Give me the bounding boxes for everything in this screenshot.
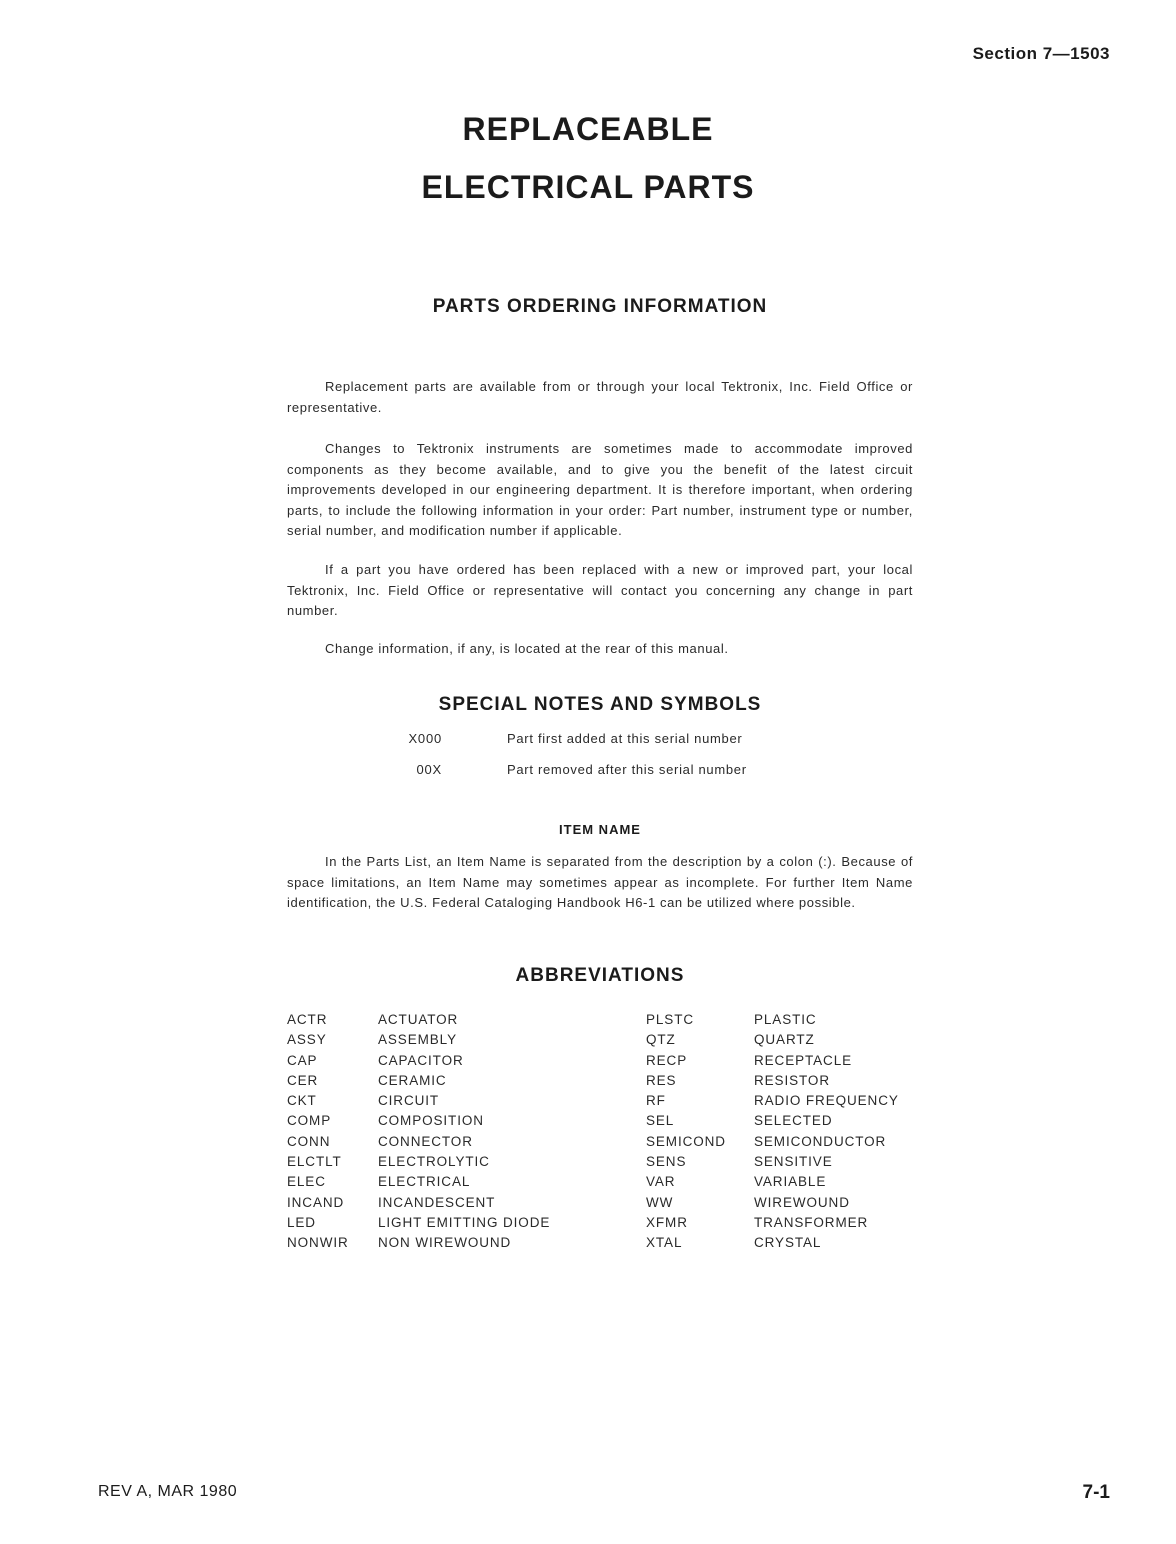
abbreviation-meaning: RECEPTACLE xyxy=(754,1052,853,1068)
abbreviation-code: QTZ xyxy=(646,1032,676,1048)
abbreviation-code: SENS xyxy=(646,1154,687,1170)
note-description: Part removed after this serial number xyxy=(507,762,747,777)
abbreviation-code: NONWIR xyxy=(287,1235,349,1251)
abbreviation-row xyxy=(287,1172,899,1192)
abbreviation-meaning: PLASTIC xyxy=(754,1012,817,1027)
note-code: X000 xyxy=(408,731,442,746)
abbreviation-meaning: QUARTZ xyxy=(754,1032,815,1048)
revision-label: REV A, MAR 1980 xyxy=(98,1483,238,1500)
abbreviation-meaning: NON WIREWOUND xyxy=(378,1235,512,1251)
page-title xyxy=(0,100,1176,216)
abbreviation-meaning: CAPACITOR xyxy=(378,1052,464,1068)
abbreviation-code: CER xyxy=(287,1072,319,1088)
abbreviation-code: ELEC xyxy=(287,1174,326,1190)
abbreviation-code: XTAL xyxy=(646,1235,683,1251)
ordering-paragraph-3: If a part you have ordered has been replaced with a new or improved part, your local Tektronix, Inc. Field Office or representative will contact you concerning any change in part number. xyxy=(287,562,913,618)
abbreviation-code: COMP xyxy=(287,1113,332,1129)
section-label: Section 7—1503 xyxy=(972,44,1110,63)
abbreviation-meaning: CERAMIC xyxy=(378,1072,447,1088)
abbreviation-meaning: SENSITIVE xyxy=(754,1154,833,1170)
abbreviation-row xyxy=(287,1193,899,1213)
abbreviation-meaning: INCANDESCENT xyxy=(378,1194,496,1210)
abbreviation-code: XFMR xyxy=(646,1214,688,1230)
abbreviation-code: RES xyxy=(646,1072,677,1088)
abbreviation-code: ACTR xyxy=(287,1012,328,1027)
abbreviation-meaning: ELECTROLYTIC xyxy=(378,1154,490,1170)
item-name-heading: ITEM NAME xyxy=(559,822,641,837)
abbreviation-meaning: CRYSTAL xyxy=(754,1235,822,1251)
abbreviation-meaning: ASSEMBLY xyxy=(378,1032,457,1048)
ordering-heading: PARTS ORDERING INFORMATION xyxy=(432,296,768,317)
note-description: Part first added at this serial number xyxy=(507,731,743,746)
abbreviation-code: SEMICOND xyxy=(646,1133,726,1149)
abbreviation-row xyxy=(287,1030,899,1050)
abbreviation-code: SEL xyxy=(646,1113,675,1129)
title-line-1: REPLACEABLE xyxy=(462,111,714,147)
abbreviation-meaning: RESISTOR xyxy=(754,1072,830,1088)
abbreviation-code: ASSY xyxy=(287,1032,327,1048)
abbreviation-meaning: CIRCUIT xyxy=(378,1093,440,1109)
abbreviation-row xyxy=(287,1152,899,1172)
abbreviation-code: CAP xyxy=(287,1052,318,1068)
abbreviation-meaning: LIGHT EMITTING DIODE xyxy=(378,1214,551,1230)
abbreviation-code: PLSTC xyxy=(646,1012,695,1027)
page-number: 7-1 xyxy=(1082,1482,1110,1503)
item-name-paragraph: In the Parts List, an Item Name is separated from the description by a colon (:). Because of space limitations, an Item Name may sometimes appear as incomplete. For further Item Name identification, the U.S. Federal Cataloging Handbook H6-1 can be utilized where possible. xyxy=(287,854,913,910)
abbreviation-row xyxy=(287,1233,899,1253)
abbreviation-row xyxy=(287,1132,899,1152)
abbreviation-row xyxy=(287,1091,899,1111)
abbreviation-code: CKT xyxy=(287,1093,317,1109)
abbreviation-meaning: RADIO FREQUENCY xyxy=(754,1093,899,1109)
ordering-paragraph-1: Replacement parts are available from or through your local Tektronix, Inc. Field Office or representative. xyxy=(287,379,913,415)
abbreviation-code: CONN xyxy=(287,1133,331,1149)
abbreviation-meaning: SELECTED xyxy=(754,1113,833,1129)
abbreviation-code: RECP xyxy=(646,1052,688,1068)
special-notes-heading: SPECIAL NOTES AND SYMBOLS xyxy=(438,694,762,715)
abbreviation-row xyxy=(287,1010,899,1030)
abbreviation-meaning: VARIABLE xyxy=(754,1174,827,1190)
abbreviation-code: ELCTLT xyxy=(287,1154,342,1170)
note-code: 00X xyxy=(416,762,442,777)
abbreviation-row xyxy=(287,1213,899,1233)
abbreviation-meaning: CONNECTOR xyxy=(378,1133,473,1149)
title-line-2: ELECTRICAL PARTS xyxy=(421,169,755,205)
abbreviation-code: RF xyxy=(646,1093,666,1109)
abbreviation-row xyxy=(287,1111,899,1131)
abbreviation-meaning: ACTUATOR xyxy=(378,1012,459,1027)
abbreviation-code: LED xyxy=(287,1214,316,1230)
ordering-paragraph-2: Changes to Tektronix instruments are sometimes made to accommodate improved components as they become available, and to give you the benefit of the latest circuit improvements developed in our engineering department. It is therefore important, when ordering parts, to include the following information in your order: Part number, instrument type or number, serial number, and modification number if applicable. xyxy=(287,441,913,538)
abbreviation-meaning: ELECTRICAL xyxy=(378,1174,471,1190)
abbreviation-code: VAR xyxy=(646,1174,676,1190)
abbreviation-meaning: TRANSFORMER xyxy=(754,1214,869,1230)
abbreviations-heading: ABBREVIATIONS xyxy=(515,965,685,986)
abbreviation-code: WW xyxy=(646,1194,674,1210)
abbreviation-row xyxy=(287,1051,899,1071)
abbreviation-meaning: SEMICONDUCTOR xyxy=(754,1133,887,1149)
ordering-paragraph-4: Change information, if any, is located at the rear of this manual. xyxy=(325,641,729,656)
abbreviation-code: INCAND xyxy=(287,1194,345,1210)
abbreviations-table xyxy=(287,1010,899,1254)
abbreviation-meaning: COMPOSITION xyxy=(378,1113,484,1129)
abbreviation-meaning: WIREWOUND xyxy=(754,1194,850,1210)
abbreviation-row xyxy=(287,1071,899,1091)
